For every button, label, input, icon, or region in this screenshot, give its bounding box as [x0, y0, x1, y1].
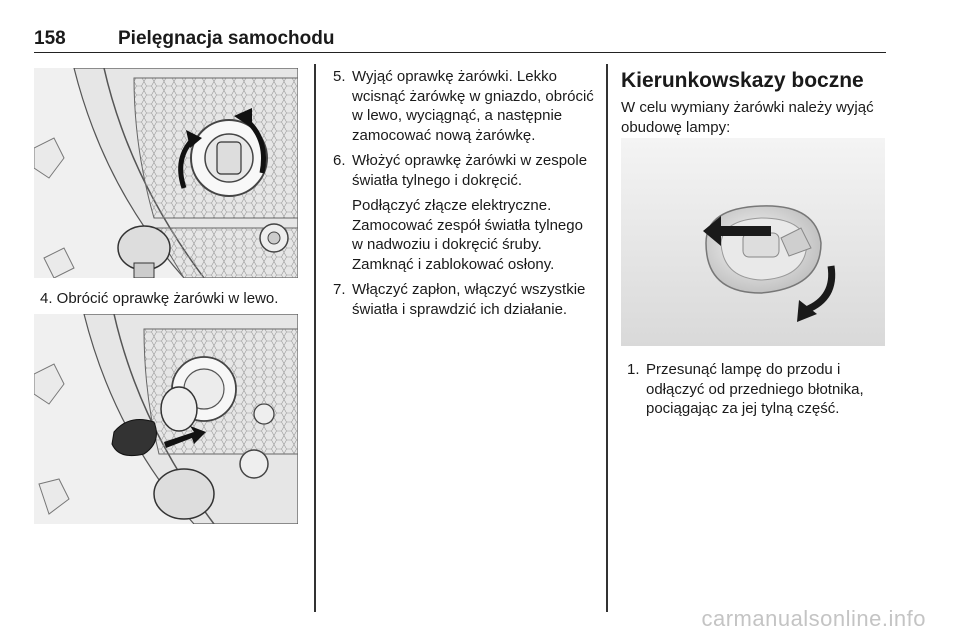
steps-list-col2 — [333, 67, 595, 325]
list-item — [333, 280, 595, 319]
step-text: Przesunąć lampę do przodu i odłączyć od przedniego błotnika, pociągając za jej tylną część. — [646, 361, 864, 417]
column-divider-right — [606, 64, 608, 612]
page-header — [34, 28, 886, 53]
figure-caption-step-4: 4. Obrócić oprawkę żarówki w lewo. — [40, 290, 279, 307]
list-item — [333, 151, 595, 274]
page-number: 158 — [34, 28, 66, 49]
step-text: Włączyć zapłon, włączyć wszystkie światła i sprawdzić ich działanie. — [352, 281, 586, 318]
step-number: 6. — [333, 152, 346, 169]
illustration-remove-bulb-holder — [34, 314, 298, 524]
step-text: Wyjąć oprawkę żarówki. Lekko wcisnąć żarówkę w gniazdo, obrócić w lewo, wyciągnąć, a następnie zamocować nową żarówkę. — [352, 68, 594, 144]
page-title: Pielęgnacja samochodu — [118, 28, 335, 49]
steps-list-col3 — [627, 360, 885, 425]
list-item — [627, 360, 885, 419]
section-title: Kierunkowskazy boczne — [621, 69, 864, 92]
illustration-rotate-bulb-holder — [34, 68, 298, 278]
step-number: 7. — [333, 281, 346, 298]
column-divider-left — [314, 64, 316, 612]
section-intro: W celu wymiany żarówki należy wyjąć obudowę lampy: — [621, 99, 874, 136]
illustration-side-indicator — [621, 138, 885, 346]
step-text: Włożyć oprawkę żarówki w zespole światła tylnego i dokręcić. — [352, 152, 588, 189]
step-number: 5. — [333, 68, 346, 85]
step-extra-text: Podłączyć złącze elektryczne. Zamocować zespół światła tylnego w nadwoziu i dokręcić śruby. Zamknąć i zablokować osłony. — [352, 197, 583, 273]
watermark-text: carmanualsonline.info — [701, 606, 926, 631]
step-number: 1. — [627, 361, 640, 378]
list-item — [333, 67, 595, 145]
